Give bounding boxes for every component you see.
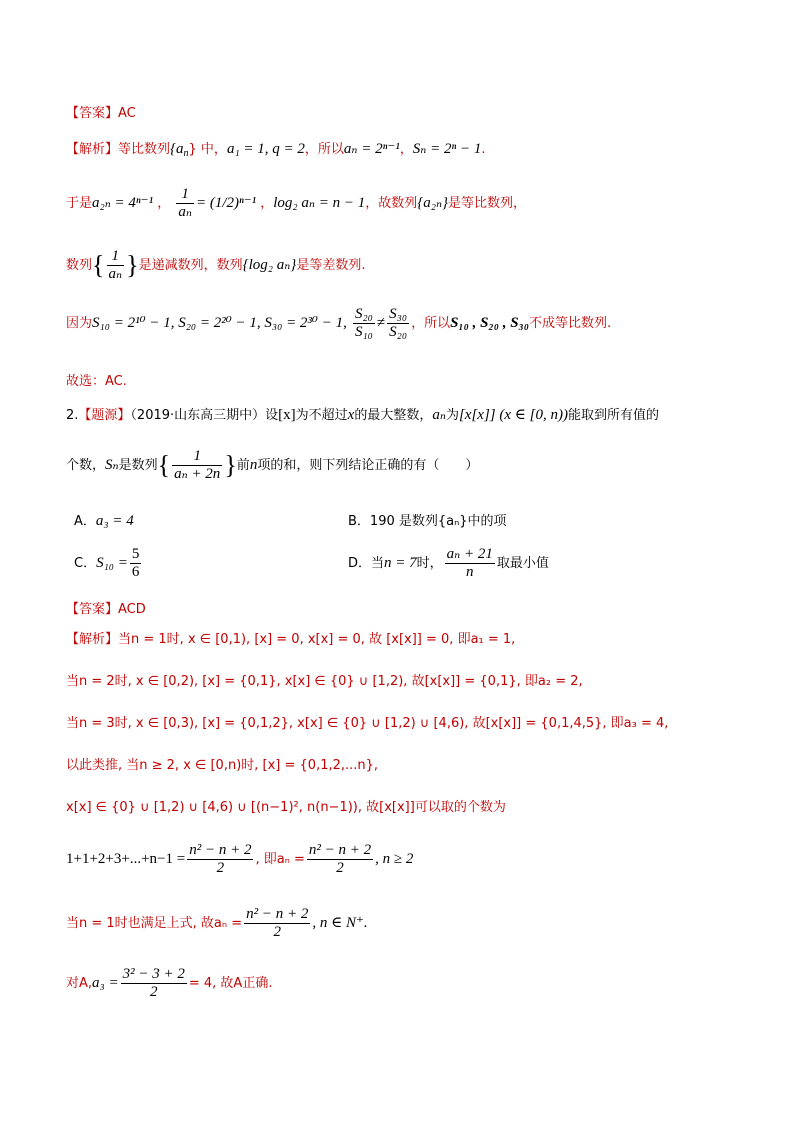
text: 能取到所有值的 bbox=[567, 408, 659, 423]
math: log₂ aₙ = n − 1 bbox=[273, 195, 366, 211]
q2-analysis-line6 bbox=[66, 842, 413, 877]
text: . bbox=[481, 142, 486, 157]
q2-stem-line2 bbox=[66, 448, 478, 483]
brace: { bbox=[92, 250, 105, 280]
denominator: aₙ bbox=[178, 204, 192, 220]
q1-analysis-line4 bbox=[66, 306, 611, 341]
answer-value: AC bbox=[118, 106, 136, 121]
q2-analysis-line5 bbox=[66, 796, 506, 815]
denominator: 6 bbox=[131, 564, 140, 580]
answer-tag: 【答案】 bbox=[66, 106, 119, 121]
text: 的最大整数， bbox=[354, 408, 433, 423]
numerator: S₃₀ bbox=[389, 306, 408, 322]
math: a₁ = 1, q = 2 bbox=[226, 141, 305, 157]
answer-value: ACD bbox=[118, 602, 146, 617]
text: ，所以 bbox=[411, 316, 451, 331]
text: 等比数列 bbox=[118, 142, 171, 157]
text: 是递减数列，数列 bbox=[138, 258, 243, 273]
option-label: A． bbox=[74, 514, 96, 529]
text: 时， bbox=[416, 556, 443, 571]
denominator: S₂₀ bbox=[389, 324, 408, 340]
fraction bbox=[244, 906, 310, 941]
q2-analysis-line7 bbox=[66, 906, 368, 941]
math: , n ≥ 2 bbox=[375, 851, 414, 867]
math: S₁₀ = 2¹⁰ − 1, S₂₀ = 2²⁰ − 1, S₃₀ = 2³⁰ − 1, bbox=[92, 315, 347, 331]
text: , 即aₙ = bbox=[255, 852, 305, 867]
math: [x] bbox=[278, 407, 296, 423]
q2-analysis-line4: 以此类推, 当n ≥ 2, x ∈ [0,n)时, [x] = {0,1,2,...n}, bbox=[66, 758, 379, 773]
numerator: 1 bbox=[172, 448, 222, 466]
option-a[interactable] bbox=[74, 510, 134, 530]
source: （2019·山东高三期中） bbox=[130, 408, 266, 423]
numerator: n² − n + 2 bbox=[246, 906, 309, 922]
math: Sₙ = 2ⁿ − 1 bbox=[412, 141, 482, 157]
math: n = 7 bbox=[384, 555, 417, 571]
text: 为不超过 bbox=[295, 408, 348, 423]
math: a₃ = bbox=[92, 975, 119, 991]
denominator: 2 bbox=[273, 924, 281, 940]
text: ， bbox=[256, 196, 274, 211]
q1-answer-line bbox=[66, 102, 136, 121]
math: Sₙ bbox=[105, 457, 119, 473]
denominator: n bbox=[466, 564, 474, 580]
math: x bbox=[347, 407, 355, 423]
denominator: 2 bbox=[150, 984, 158, 1000]
denominator: 2 bbox=[216, 860, 225, 876]
analysis-tag: 【解析】 bbox=[66, 632, 119, 647]
text: 是等差数列. bbox=[296, 258, 366, 273]
q1-analysis-line1 bbox=[66, 138, 485, 159]
option-label: D． bbox=[348, 556, 372, 571]
text: 不成等比数列. bbox=[529, 316, 612, 331]
denominator: aₙ bbox=[108, 266, 123, 282]
q2-answer-line bbox=[66, 598, 146, 617]
math: [x[x]] (x ∈ [0, n)) bbox=[458, 407, 568, 423]
text: 当n = 1时也满足上式, 故aₙ = bbox=[66, 916, 243, 931]
text: 前 bbox=[236, 458, 250, 473]
text: 对A, bbox=[66, 976, 93, 991]
fraction bbox=[445, 546, 495, 581]
text: ， bbox=[399, 142, 413, 157]
text: 是等比数列， bbox=[448, 196, 527, 211]
numerator: 5 bbox=[131, 546, 140, 562]
option-text: 190 是数列{aₙ}中的项 bbox=[369, 514, 507, 529]
numerator: aₙ + 21 bbox=[446, 546, 493, 562]
q1-analysis-line2 bbox=[66, 186, 526, 221]
text: x[x] ∈ {0} ∪ [1,2) ∪ [4,6) ∪ [(n−1)², n(n−1)), 故[x[x]] bbox=[66, 800, 415, 815]
text: 于是 bbox=[66, 196, 93, 211]
numerator: 3² − 3 + 2 bbox=[122, 966, 185, 982]
brace: { bbox=[157, 450, 171, 480]
q2-analysis-line8 bbox=[66, 966, 272, 1001]
option-b[interactable] bbox=[348, 510, 507, 529]
q2-analysis-line1 bbox=[66, 628, 515, 647]
text: 设 bbox=[265, 408, 279, 423]
text: 因为 bbox=[66, 316, 93, 331]
math: , n ∈ N⁺. bbox=[312, 915, 368, 931]
math: aₙ = 2ⁿ⁻¹ bbox=[343, 141, 400, 157]
denominator: 2 bbox=[336, 860, 344, 876]
q1-analysis-line3 bbox=[66, 248, 365, 283]
math: {log₂ aₙ} bbox=[242, 257, 297, 273]
text: 数列 bbox=[66, 258, 93, 273]
answer-tag: 【答案】 bbox=[66, 602, 119, 617]
q2-analysis-line2: 当n = 2时, x ∈ [0,2), [x] = {0,1}, x[x] ∈ {0} ∪ [1,2), 故[x[x]] = {0,1}, 即a₂ = 2, bbox=[66, 674, 583, 689]
text: 是数列 bbox=[118, 458, 158, 473]
numerator: S₂₀ bbox=[354, 306, 373, 322]
fraction bbox=[353, 306, 375, 341]
text: 个数， bbox=[66, 458, 106, 473]
fraction bbox=[387, 306, 409, 341]
text: ，故数列 bbox=[365, 196, 418, 211]
text: ， bbox=[153, 196, 171, 211]
fraction bbox=[107, 248, 125, 283]
math: n bbox=[249, 457, 258, 473]
analysis-tag: 【解析】 bbox=[66, 142, 119, 157]
fraction bbox=[176, 186, 194, 221]
denominator: S₁₀ bbox=[354, 324, 373, 340]
fraction bbox=[187, 842, 253, 877]
math: a₂ₙ = 4ⁿ⁻¹ bbox=[92, 195, 154, 211]
option-label: C． bbox=[74, 556, 97, 571]
denominator: aₙ + 2n bbox=[174, 466, 221, 482]
q2-stem-line1 bbox=[66, 404, 659, 424]
numerator: n² − n + 2 bbox=[308, 842, 372, 858]
text: 项的和，则下列结论正确的有（ ） bbox=[257, 458, 479, 473]
option-label: B． bbox=[348, 514, 370, 529]
text: = 4, 故A正确. bbox=[188, 976, 273, 991]
numerator: 1 bbox=[107, 248, 125, 266]
option-text: a₃ = 4 bbox=[95, 513, 134, 529]
math: ≠ bbox=[376, 315, 386, 331]
fraction bbox=[130, 546, 142, 581]
text: 当 bbox=[371, 556, 385, 571]
math: = (1/2)ⁿ⁻¹ bbox=[195, 195, 257, 211]
numerator: 1 bbox=[176, 186, 194, 204]
text: } 中， bbox=[188, 142, 227, 157]
source-tag: 【题源】 bbox=[78, 408, 131, 423]
math: 1+1+2+3+...+n−1 = bbox=[66, 851, 186, 867]
option-text: S₁₀ = bbox=[96, 555, 128, 571]
brace: } bbox=[224, 450, 237, 480]
fraction bbox=[172, 448, 222, 483]
math: {a bbox=[170, 141, 184, 157]
text: 为 bbox=[445, 408, 459, 423]
option-c[interactable] bbox=[74, 546, 143, 581]
math: aₙ bbox=[432, 407, 446, 423]
subscript: n bbox=[183, 148, 189, 159]
text: 可以取的个数为 bbox=[414, 800, 506, 815]
text: ，所以 bbox=[304, 142, 344, 157]
option-d[interactable] bbox=[348, 546, 549, 581]
fraction bbox=[307, 842, 373, 877]
q2-analysis-line3: 当n = 3时, x ∈ [0,3), [x] = {0,1,2}, x[x] ∈ {0} ∪ [1,2) ∪ [4,6), 故[x[x]] = {0,1,4,5}, 即a₃ = 4, bbox=[66, 716, 669, 731]
brace: } bbox=[126, 250, 139, 280]
numerator: n² − n + 2 bbox=[189, 842, 252, 858]
math: S₁₀ , S₂₀ , S₃₀ bbox=[450, 315, 529, 331]
fraction bbox=[121, 966, 187, 1001]
math: {a₂ₙ} bbox=[417, 195, 449, 211]
question-number: 2. bbox=[66, 408, 79, 423]
q1-conclusion: 故选：AC. bbox=[66, 374, 127, 389]
text: 取最小值 bbox=[496, 556, 549, 571]
text: 当n = 1时, x ∈ [0,1), [x] = 0, x[x] = 0, 故 [x[x]] = 0, 即a₁ = 1, bbox=[118, 632, 516, 647]
